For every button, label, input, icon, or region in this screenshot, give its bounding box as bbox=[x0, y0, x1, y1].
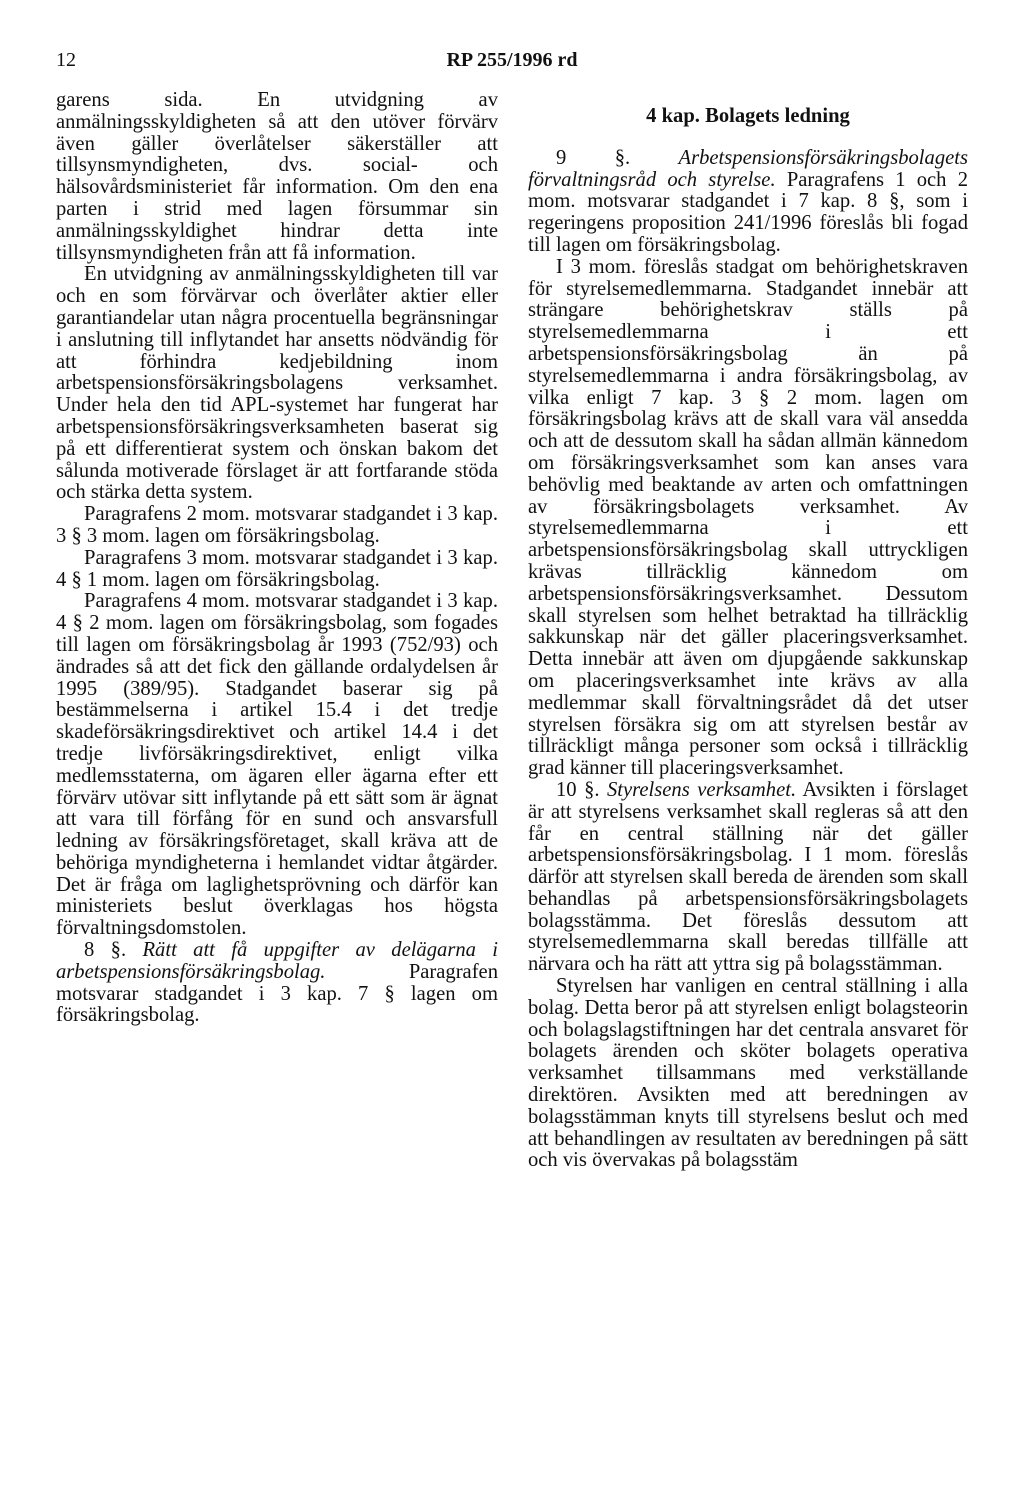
paragraph: Paragrafens 3 mom. motsvarar stadgandet i 3 kap. 4 § 1 mom. lagen om försäkringsbolag. bbox=[56, 546, 498, 591]
paragraph: En utvidgning av anmälningsskyldigheten till var och en som förvärvar och överlåter aktier eller garantiandelar utan några procentuella begränsningar i anslutning till inflytandet har ansetts nödvändig för att förhindra kedjebildning inom arbetspensionsförsäkringsbolagens verksamhet. Under hela den tid APL-systemet har fungerat har arbetspensionsförsäkringsverksamheten baserat sig på ett differentierat system och önskan bakom det sålunda motiverade förslaget är att fortfarande stöda och stärka detta system. bbox=[56, 263, 498, 504]
section-number: 9 §. bbox=[556, 146, 631, 169]
paragraph: I 3 mom. föreslås stadgat om behörighetskraven för styrelsemedlemmarna. Stadgandet innebär att strängare behörighetskrav ställs på styrelsemedlemmarna i ett arbetspensionsförsäkringsbolag än på styrelsemedlemmarna i andra försäkringsbolag, av vilka enligt 7 kap. 3 § 2 mom. lagen om försäkringsbolag krävs att de skall vara väl ansedda och att de dessutom skall ha sådan allmän kännedom om försäkringsverksamhet som kan anses vara behövlig med beaktande av arten och omfattningen av försäkringsbolagets verksamhet. Av styrelsemedlemmarna i ett arbetspensionsförsäkringsbolag skall uttryckligen krävas tillräcklig kännedom om arbetspensionsförsäkringsverksamhet. Dessutom skall styrelsen som helhet betraktad ha tillräcklig sakkunskap när det gäller placeringsverksamhet. Detta innebär att även om djupgående sakkunskap om placeringsverksamhet inte krävs av alla medlemmar skall förvaltningsrådet då det utser styrelsen försäkra sig om att styrelsen består av tillräckligt många personer som också i tillräcklig grad känner till placeringsverksamhet. bbox=[528, 255, 968, 780]
section-title: Styrelsens verksamhet. bbox=[606, 778, 797, 801]
left-column bbox=[56, 90, 498, 1027]
running-header: RP 255/1996 rd bbox=[446, 49, 578, 71]
paragraph-section-9 bbox=[528, 148, 968, 257]
paragraph: Paragrafens 2 mom. motsvarar stadgandet i 3 kap. 3 § 3 mom. lagen om försäkringsbolag. bbox=[56, 503, 498, 547]
section-text: Avsikten i förslaget är att styrelsens verksamhet skall regleras så att den får en central ställning när det gäller arbetspensionsförsäkringsbolag. I 1 mom. föreslås därför att styrelsen skall bereda de ärenden som skall behandlas på arbetspensionsförsäkringsbolagets bolagsstämma. Det föreslås dessutom att styrelsemedlemmarna skall beredas tillfälle att närvara och ha rätt att yttra sig på bolagsstämman. bbox=[528, 778, 969, 976]
paragraph: Styrelsen har vanligen en central ställning i alla bolag. Detta beror på att styrelsen enligt bolagsteorin och bolagslagstiftningen har det centrala ansvaret för bolagets ärenden och sköter bolagets operativa verksamhet tillsammans med verkställande direktören. Avsikten med att beredningen av bolagsstämman knyts till styrelsens beslut och med att behandlingen av resultaten av beredningen på sätt och vis övervakas på bolagsstäm bbox=[528, 975, 968, 1172]
right-column bbox=[528, 90, 968, 1172]
paragraph-section-10 bbox=[528, 780, 968, 976]
paragraph: Paragrafens 4 mom. motsvarar stadgandet i 3 kap. 4 § 2 mom. lagen om försäkringsbolag, som fogades till lagen om försäkringsbolag år 1993 (752/93) och ändrades så att det fick den gällande ordalydelsen år 1995 (389/95). Stadgandet baserar sig på bestämmelserna i artikel 15.4 i det tredje skadeförsäkringsdirektivet och artikel 14.4 i det tredje livförsäkringsdirektivet, enligt vilka medlemsstaterna, om ägaren eller ägarna efter ett förvärv utövar sitt inflytande på ett sätt som är ägnat att vara till förfång för en sund och ansvarsfull ledning av försäkringsföretaget, skall kräva att de behöriga myndigheterna i hemlandet vidtar åtgärder. Det är fråga om laglighetsprövning och därför kan ministeriets beslut överklagas hos högsta förvaltningsdomstolen. bbox=[56, 590, 498, 940]
section-number: 10 §. bbox=[556, 778, 600, 801]
chapter-heading: 4 kap. Bolagets ledning bbox=[646, 105, 850, 127]
page-number: 12 bbox=[56, 49, 76, 71]
section-text: Paragrafen motsvarar stadgandet i 3 kap. 7 § lagen om försäkringsbolag. bbox=[56, 960, 498, 1027]
section-number: 8 §. bbox=[84, 939, 127, 962]
section-title: Rätt att få uppgifter av delägarna i arbetspensionsförsäkringsbolag. bbox=[56, 939, 499, 983]
section-text: Paragrafens 1 och 2 mom. motsvarar stadgandet i 7 kap. 8 §, som i regeringens proposition 241/1996 föreslås bli fogad till lagen om försäkringsbolag. bbox=[528, 168, 968, 256]
paragraph: garens sida. En utvidgning av anmälningsskyldigheten så att den utöver förvärv även gäller överlåtelser säkerställer att tillsynsmyndigheten, dvs. social- och hälsovårdsministeriet får information. Om den ena parten i strid med lagen försummar sin anmälningsskyldighet hindrar detta inte tillsynsmyndigheten från att få information. bbox=[56, 89, 498, 264]
paragraph-section-8 bbox=[56, 940, 498, 1027]
section-title: Arbetspensionsförsäkringsbolagets förvaltningsråd och styrelse. bbox=[528, 146, 968, 191]
